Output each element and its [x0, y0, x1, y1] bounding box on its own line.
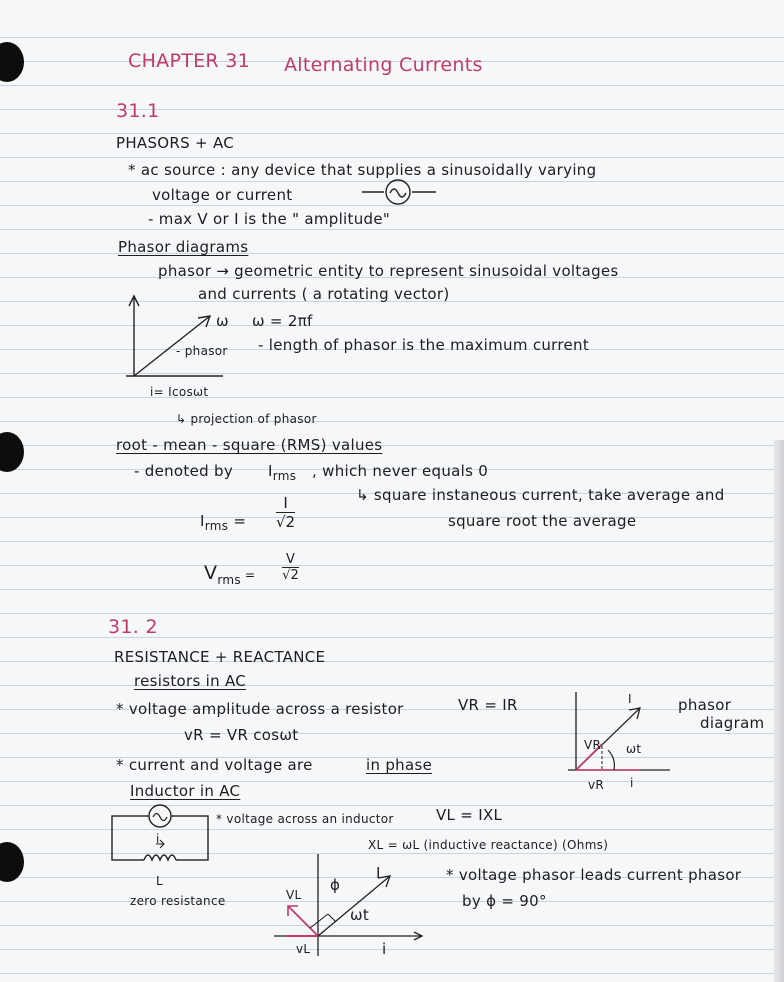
subheading: resistors in AC: [134, 672, 247, 690]
binder-hole: [0, 432, 24, 472]
phasor-diagram: [118, 294, 228, 384]
vrms-fraction: $\frac{V}{√2}$: [282, 552, 299, 583]
angle-label: ωt: [626, 742, 642, 756]
current-phasor-label: I: [376, 864, 381, 882]
binder-hole: [0, 42, 24, 82]
subheading: root - mean - square (RMS) values: [116, 436, 383, 454]
note-line: * current and voltage are: [116, 756, 313, 774]
note-line: and currents ( a rotating vector): [198, 285, 450, 303]
note-line: - denoted by: [134, 462, 234, 480]
vrms-lhs: $V_{rms}$ =: [204, 562, 256, 587]
irms-fraction: $\frac{I}{√2}$: [276, 494, 296, 531]
section-number: 31.1: [116, 100, 160, 122]
section-number: 31. 2: [108, 616, 158, 638]
subheading: Phasor diagrams: [118, 238, 249, 256]
note-line: ↳ square instaneous current, take average and: [356, 486, 725, 504]
section-heading: RESISTANCE + REACTANCE: [114, 648, 326, 666]
circuit-current-label: i: [156, 832, 160, 846]
i-axis-label: i: [382, 940, 387, 958]
omega-equation: ω = 2πf: [252, 312, 313, 330]
resistor-phasor-diagram: [564, 688, 674, 780]
note-line: phasor → geometric entity to represent sinusoidal voltages: [158, 262, 619, 280]
note-line: - max V or I is the " amplitude": [148, 210, 391, 228]
note-line: * voltage across an inductor: [216, 812, 394, 826]
diagram-caption: diagram: [700, 714, 765, 732]
note-line: * ac source : any device that supplies a sinusoidally varying: [128, 161, 597, 179]
vl-projection-label: vL: [296, 942, 311, 956]
phi-label: ϕ: [330, 876, 341, 894]
voltage-phasor-label: VR: [584, 738, 602, 752]
note-line: - length of phasor is the maximum current: [258, 336, 590, 354]
omega-label: ω: [216, 312, 229, 330]
vr-cos-equation: vR = VR cosωt: [184, 726, 299, 744]
section-heading: PHASORS + AC: [116, 134, 235, 152]
note-line: square root the average: [448, 512, 637, 530]
chapter-subtitle: Alternating Currents: [284, 54, 483, 76]
vr-projection-label: vR: [588, 778, 605, 792]
vl-phasor-label: VL: [286, 888, 302, 902]
irms-lhs: $I_{rms}$ =: [200, 512, 247, 533]
inductor-label: L: [156, 874, 163, 888]
xl-equation: XL = ωL (inductive reactance) (Ohms): [368, 838, 609, 852]
diagram-caption: phasor: [678, 696, 732, 714]
rms-symbol: $I_{rms}$: [268, 462, 297, 483]
page-edge: [774, 440, 784, 982]
inductor-circuit: [108, 804, 212, 868]
subheading: Inductor in AC: [130, 782, 241, 800]
note-line: * voltage amplitude across a resistor: [116, 700, 404, 718]
note-line: voltage or current: [152, 186, 293, 204]
current-equation: i= Icosωt: [150, 385, 209, 399]
note-line: ↳ projection of phasor: [176, 412, 317, 426]
ac-source-symbol: [360, 178, 440, 206]
note-line: , which never equals 0: [312, 462, 489, 480]
in-phase-text: in phase: [366, 756, 433, 774]
vr-equation: VR = IR: [458, 696, 518, 714]
current-phasor-label: I: [628, 692, 632, 706]
binder-hole: [0, 842, 24, 882]
zero-resistance-label: zero resistance: [130, 894, 226, 908]
note-line: * voltage phasor leads current phasor: [446, 866, 742, 884]
chapter-title: CHAPTER 31: [128, 50, 251, 72]
i-projection-label: i: [630, 776, 634, 790]
note-line: by ϕ = 90°: [462, 892, 547, 910]
angle-label: ωt: [350, 906, 370, 924]
vl-equation: VL = IXL: [436, 806, 503, 824]
phasor-label: - phasor: [176, 344, 228, 358]
